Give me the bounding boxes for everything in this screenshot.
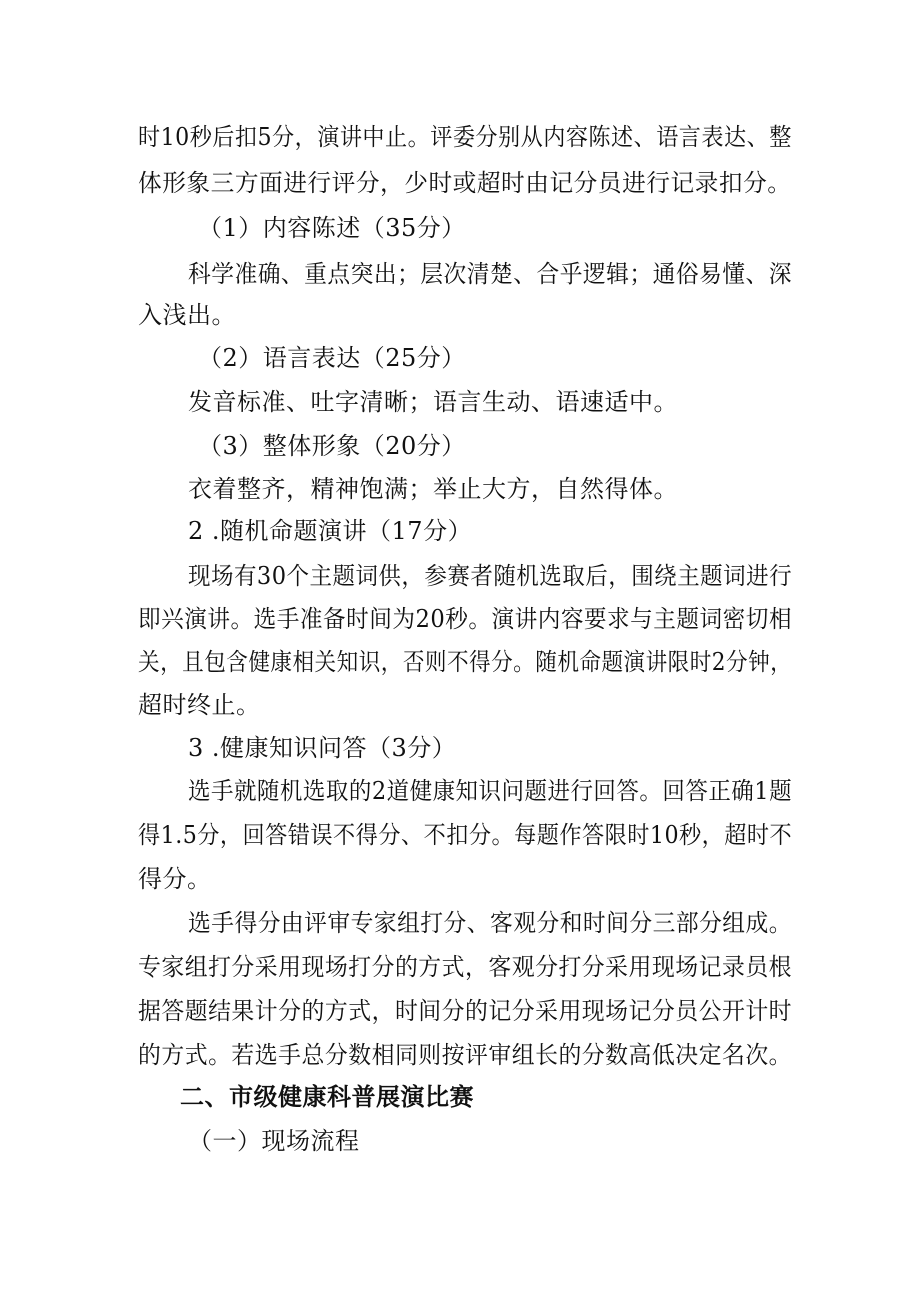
- paragraph-line: 时10秒后扣5分，演讲中止。评委分别从内容陈述、语言表达、整: [138, 123, 792, 151]
- paragraph-line: 即兴演讲。选手准备时间为20秒。演讲内容要求与主题词密切相: [138, 605, 793, 633]
- paragraph-line: 选手就随机选取的2道健康知识问题进行回答。回答正确1题: [188, 777, 793, 805]
- paragraph-line: 衣着整齐，精神饱满；举止大方，自然得体。: [188, 475, 678, 503]
- section-heading-content: （1）内容陈述（35分）: [198, 214, 466, 242]
- paragraph-line: 关，且包含健康相关知识，否则不得分。随机命题演讲限时2分钟，: [138, 648, 793, 676]
- paragraph-line: 的方式。若选手总分数相同则按评审组长的分数高低决定名次。: [138, 1041, 793, 1069]
- sub-heading-process: （一）现场流程: [188, 1127, 360, 1155]
- paragraph-line: 专家组打分采用现场打分的方式，客观分打分采用现场记录员根: [138, 953, 793, 981]
- section-heading-image: （3）整体形象（20分）: [198, 432, 466, 460]
- paragraph-line: 体形象三方面进行评分，少时或超时由记分员进行记录扣分。: [138, 169, 792, 197]
- chapter-heading: 二、市级健康科普展演比赛: [180, 1083, 474, 1111]
- paragraph-line: 得分。: [138, 865, 212, 893]
- section-heading-random-speech: 2 .随机命题演讲（17分）: [188, 517, 473, 545]
- paragraph-line: 得1.5分，回答错误不得分、不扣分。每题作答限时10秒，超时不: [138, 821, 793, 849]
- paragraph-line: 超时终止。: [138, 691, 261, 719]
- paragraph-line: 科学准确、重点突出；层次清楚、合乎逻辑；通俗易懂、深: [188, 260, 793, 288]
- paragraph-line: 入浅出。: [138, 301, 236, 329]
- paragraph-line: 据答题结果计分的方式，时间分的记分采用现场记分员公开计时: [138, 997, 793, 1025]
- paragraph-line: 现场有30个主题词供，参赛者随机选取后，围绕主题词进行: [188, 562, 793, 590]
- section-heading-health-quiz: 3 .健康知识问答（3分）: [188, 734, 457, 762]
- paragraph-line: 发音标准、吐字清晰；语言生动、语速适中。: [188, 388, 678, 416]
- paragraph-line: 选手得分由评审专家组打分、客观分和时间分三部分组成。: [188, 909, 793, 937]
- section-heading-language: （2）语言表达（25分）: [198, 344, 466, 372]
